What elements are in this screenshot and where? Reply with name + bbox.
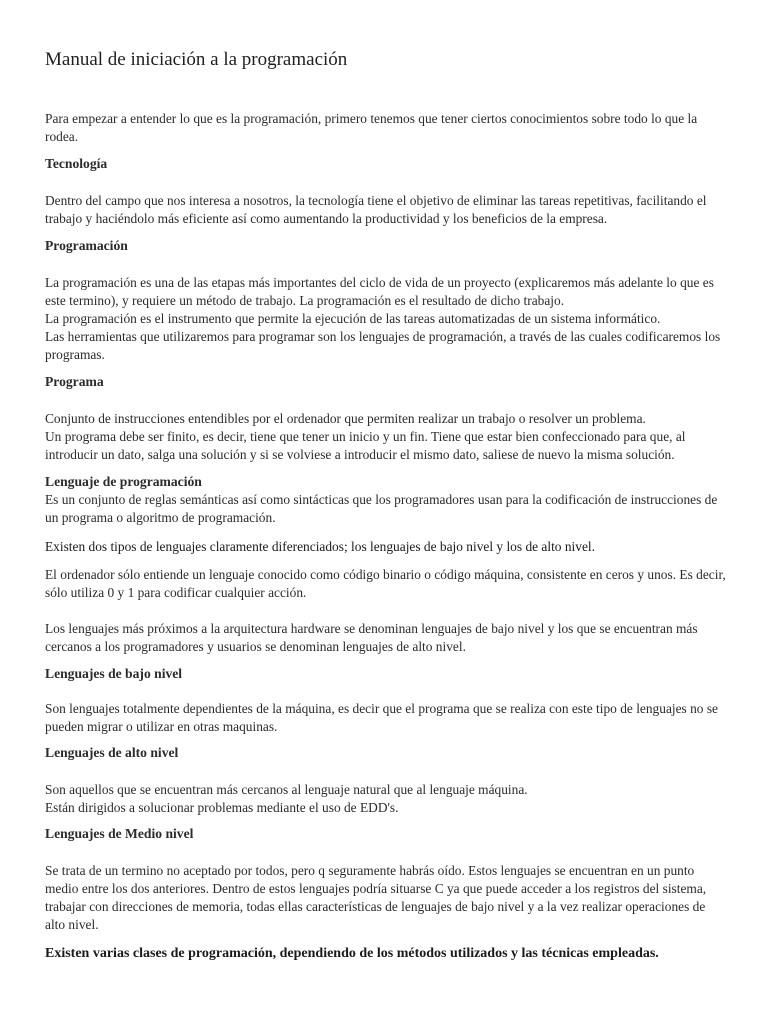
proximos-paragraph: Los lenguajes más próximos a la arquitectura hardware se denominan lenguajes de bajo nivel y los que se encuentran más cercanos a los programadores y usuarios se denominan lenguajes de alto nivel. xyxy=(45,621,698,654)
bajo-nivel-text: Son lenguajes totalmente dependientes de la máquina, es decir que el programa que se realiza con este tipo de lenguajes no se pueden migrar o utilizar en otras maquinas. xyxy=(45,701,719,734)
clases-paragraph: Existen varias clases de programación, dependiendo de los métodos utilizados y las técnicas empleadas. xyxy=(45,946,659,961)
programacion-text-1: La programación es una de las etapas más importantes del ciclo de vida de un proyecto (explicaremos más adelante lo que es este termino), y requiere un método de trabajo. La programación es el resultado de dicho trabajo. xyxy=(45,275,714,308)
heading-tecnologia: Tecnología xyxy=(45,156,108,171)
tecnologia-paragraph xyxy=(45,192,727,228)
tecnologia-text: Dentro del campo que nos interesa a nosotros, la tecnología tiene el objetivo de eliminar las tareas repetitivas, facilitando el trabajo y haciéndolo más eficiente así como aumentando la productividad y los beneficios de la empresa. xyxy=(45,193,707,226)
bajo-nivel-paragraph xyxy=(45,700,727,736)
programa-text-2: Un programa debe ser finito, es decir, tiene que tener un inicio y un fin. Tiene que estar bien confeccionado para que, al introducir un dato, salga una solución y si se volviese a introducir el mismo dato, saliese de nuevo la misma solución. xyxy=(45,429,686,462)
heading-medio-nivel: Lenguajes de Medio nivel xyxy=(45,826,194,841)
medio-nivel-paragraph xyxy=(45,862,727,934)
lenguaje-paragraph xyxy=(45,491,727,527)
heading-lenguaje-programacion: Lenguaje de programación xyxy=(45,474,202,489)
heading-programa: Programa xyxy=(45,374,104,389)
alto-nivel-text-1: Son aquellos que se encuentran más cercanos al lenguaje natural que al lenguaje máquina. xyxy=(45,782,528,797)
page-title: Manual de iniciación a la programación xyxy=(45,49,348,70)
heading-bajo-nivel: Lenguajes de bajo nivel xyxy=(45,666,183,681)
heading-programacion: Programación xyxy=(45,238,128,253)
intro-paragraph xyxy=(45,110,727,146)
medio-nivel-text: Se trata de un termino no aceptado por todos, pero q seguramente habrás oído. Estos lenguajes se encuentran en un punto medio entre los dos anteriores. Dentro de estos lenguajes podría situarse C ya que puede acceder a los registros del sistema, trabajar con direcciones de memoria, todas ellas características de lenguajes de bajo nivel y a la vez realizar operaciones de alto nivel. xyxy=(45,863,707,932)
programacion-text-3: Las herramientas que utilizaremos para programar son los lenguajes de programación, a través de las cuales codificaremos los programas. xyxy=(45,329,721,362)
alto-nivel-text-2: Están dirigidos a solucionar problemas mediante el uso de EDD's. xyxy=(45,800,399,815)
ordenador-paragraph: El ordenador sólo entiende un lenguaje conocido como código binario o código máquina, consistente en ceros y unos. Es decir, sólo utiliza 0 y 1 para codificar cualquier acción. xyxy=(45,567,726,600)
tipos-paragraph: Existen dos tipos de lenguajes claramente diferenciados; los lenguajes de bajo nivel y los de alto nivel. xyxy=(45,539,595,554)
programa-text-1: Conjunto de instrucciones entendibles por el ordenador que permiten realizar un trabajo o resolver un problema. xyxy=(45,411,646,426)
alto-nivel-paragraph xyxy=(45,781,727,817)
programa-paragraph xyxy=(45,410,727,464)
intro-text: Para empezar a entender lo que es la programación, primero tenemos que tener ciertos conocimientos sobre todo lo que la rodea. xyxy=(45,111,698,144)
heading-alto-nivel: Lenguajes de alto nivel xyxy=(45,745,179,760)
programacion-paragraph xyxy=(45,274,727,364)
lenguaje-text: Es un conjunto de reglas semánticas así como sintácticas que los programadores usan para la codificación de instrucciones de un programa o algoritmo de programación. xyxy=(45,492,718,525)
programacion-text-2: La programación es el instrumento que permite la ejecución de las tareas automatizadas de un sistema informático. xyxy=(45,311,661,326)
